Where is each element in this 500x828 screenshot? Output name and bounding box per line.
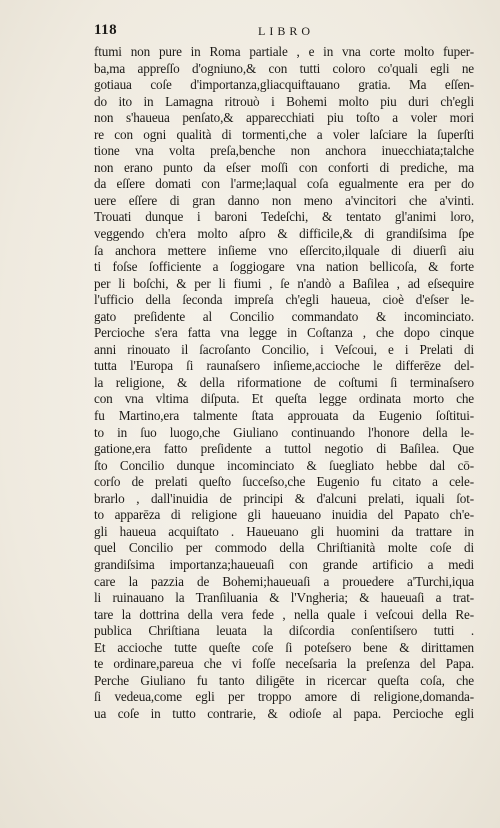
text-line: la religione, & della riformatione de coſtumi ſi terminaſsero (94, 374, 474, 390)
text-line: gotiaua coſe d'importanza,gliacquiftauano gratia. Ma eſſen- (94, 77, 474, 93)
page-number: 118 (94, 22, 118, 38)
text-line: li ruinauano la Tranſiluania & l'Vngheria; & haueuaſi a trat- (94, 590, 474, 606)
text-line: Perche Giuliano fu tanto diligēte in ricercar queſta coſa, che (94, 672, 474, 688)
text-line: ftumi non pure in Roma partiale , e in vna corte molto fuper- (94, 44, 474, 59)
text-line: ſto Concilio dunque incominciato & ſuegliato hebbe dal cō- (94, 457, 474, 473)
text-line: to in ſuo luogo,che Giuliano continuando l'honore della le- (94, 424, 474, 440)
text-line: gli haueua acquiſtato . Haueuano gli huomini da trattare in (94, 523, 474, 539)
text-line: ſa anchora mettere inſieme vno eſſercito,ilquale di diuerſi aiu (94, 242, 474, 258)
text-line: gato preſidente al Concilio commandato & incominciato. (94, 308, 474, 324)
text-line: con vna vltima diſputa. Et queſta legge ordinata morto che (94, 391, 474, 407)
text-line: publica Chriſtiana leuata la diſcordia conſentiſsero tutti . (94, 623, 474, 639)
running-head (94, 22, 472, 42)
text-line: gatione,era fatto preſidente a tuttol negotio di Baſilea. Que (94, 441, 474, 457)
text-line: care la pazzia de Bohemi;haueuaſi a prouedere a'Turchi,iqua (94, 573, 474, 589)
text-line: veggendo ch'era molto aſpro & difficile,& di grandiſsima ſpe (94, 226, 474, 242)
body-text (94, 44, 474, 722)
text-line: tutta l'Europa ſi raunaſsero inſieme,accioche le differēze del- (94, 358, 474, 374)
text-line: Et accioche tutte queſte coſe ſi poteſsero bene & dirittamen (94, 639, 474, 655)
text-line: per li boſchi, & per li fiumi , ſe n'andò a Baſilea , ad eſsequire (94, 275, 474, 291)
text-line: corſo de prelati queſto ſucceſso,che Eugenio fu citato a cele- (94, 474, 474, 490)
text-line: ua coſe in tutto contrarie, & odioſe al papa. Percioche egli (94, 705, 474, 721)
text-line: ti foſse ſofficiente a ſoggiogare vna nation bellicoſa, & forte (94, 259, 474, 275)
text-line: Percioche s'era fatta vna legge in Coſtanza , che dopo cinque (94, 325, 474, 341)
text-line: te ordinare,pareua che vi foſſe neceſsaria la preſenza del Papa. (94, 656, 474, 672)
text-line: brarlo , dall'inuidia de principi & d'alcuni prelati, iquali ſot- (94, 490, 474, 506)
text-line: tare la dottrina della vera fede , nella quale i veſcoui della Re- (94, 606, 474, 622)
text-line: non erano punto da eſser moſſi con conforti di prediche, ma (94, 159, 474, 175)
text-line: tione vna volta preſa,benche non anchora inuecchiata;talche (94, 143, 474, 159)
text-line: grandiſsima importanza;haueuaſi con grande artificio a medi (94, 556, 474, 572)
text-line: non s'haueua penſato,& apparecchiati piu toſto a voler mori (94, 110, 474, 126)
text-line: re con ogni qualità di tormenti,che a voler laſciare la ſuperſti (94, 126, 474, 142)
text-line: fu Martino,era talmente ſtata approuata da Eugenio ſoſtitui- (94, 408, 474, 424)
text-line: da eſſere domati con l'arme;laqual coſa egualmente era per do (94, 176, 474, 192)
text-line: uere eſſere di gran danno non meno a'vincitori che a'vinti. (94, 192, 474, 208)
text-line: ſi vedeua,come egli per troppo amore di religione,domanda- (94, 689, 474, 705)
text-line: ba,ma appreſſo d'ogniuno,& con tutti coloro co'quali egli ne (94, 60, 474, 76)
text-line: l'ufficio della ſeconda impreſa ch'egli haueua, cioè d'eſser le- (94, 292, 474, 308)
running-title: LIBRO (258, 24, 314, 38)
text-line: quel Concilio per commodo della Chriſtianità molte coſe di (94, 540, 474, 556)
text-line: anni rinouato il ſacroſanto Concilio, i Veſcoui, e i Prelati di (94, 341, 474, 357)
text-line: Trouati dunque i baroni Tedeſchi, & tentato gl'animi loro, (94, 209, 474, 225)
text-line: do ito in Lamagna ritrouò i Bohemi molto piu duri ch'egli (94, 93, 474, 109)
text-line: to apparēza di religione gli haueuano inuidia del Papato ch'e- (94, 507, 474, 523)
